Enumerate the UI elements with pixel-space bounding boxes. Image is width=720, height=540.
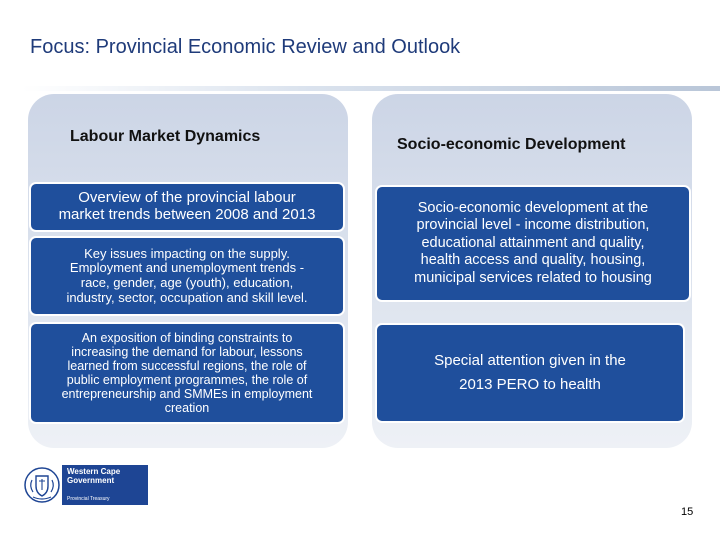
- labour-supply-issues-box: [29, 236, 345, 316]
- box-text-line: race, gender, age (youth), education,: [80, 275, 294, 290]
- labour-overview-box: [29, 182, 345, 232]
- box-text-line: Overview of the provincial labour: [78, 189, 296, 207]
- box-text-line: learned from successful regions, the role of: [67, 359, 307, 373]
- socio-economic-heading: Socio-economic Development: [397, 136, 626, 153]
- health-focus-box: [375, 323, 685, 423]
- box-text-line: Employment and unemployment trends -: [69, 260, 305, 276]
- box-text-line: health access and quality, housing,: [420, 252, 646, 269]
- title-divider: [22, 86, 720, 91]
- logo-department-name: Provincial Treasury: [67, 496, 110, 502]
- western-cape-government-logo: [22, 465, 148, 505]
- box-text-line: municipal services related to housing: [414, 269, 652, 286]
- slide-title: Focus: Provincial Economic Review and Outlook: [30, 36, 461, 58]
- box-text-line: 2013 PERO to health: [459, 376, 601, 393]
- coat-of-arms-icon: [22, 465, 62, 505]
- box-text-line: creation: [164, 401, 210, 415]
- box-text-line: An exposition of binding constraints to: [81, 331, 293, 345]
- labour-market-heading: Labour Market Dynamics: [70, 128, 261, 145]
- box-text-line: provincial level - income distribution,: [416, 217, 650, 234]
- logo-band: [62, 465, 148, 505]
- box-text-line: entrepreneurship and SMMEs in employment: [61, 387, 313, 401]
- box-text-line: industry, sector, occupation and skill level.: [66, 289, 308, 305]
- box-text-line: Key issues impacting on the supply.: [84, 245, 290, 261]
- logo-government-name: Western Cape Government: [67, 467, 121, 485]
- box-text-line: Special attention given in the: [434, 352, 626, 369]
- box-text-line: increasing the demand for labour, lessons: [71, 345, 303, 359]
- labour-demand-constraints-box: [29, 322, 345, 424]
- page-number: 15: [681, 506, 694, 518]
- box-text-line: Socio-economic development at the: [417, 200, 649, 217]
- box-text-line: educational attainment and quality,: [421, 234, 645, 251]
- box-text-line: public employment programmes, the role of: [66, 373, 308, 387]
- socio-economic-overview-box: [375, 185, 691, 302]
- box-text-line: market trends between 2008 and 2013: [58, 206, 316, 223]
